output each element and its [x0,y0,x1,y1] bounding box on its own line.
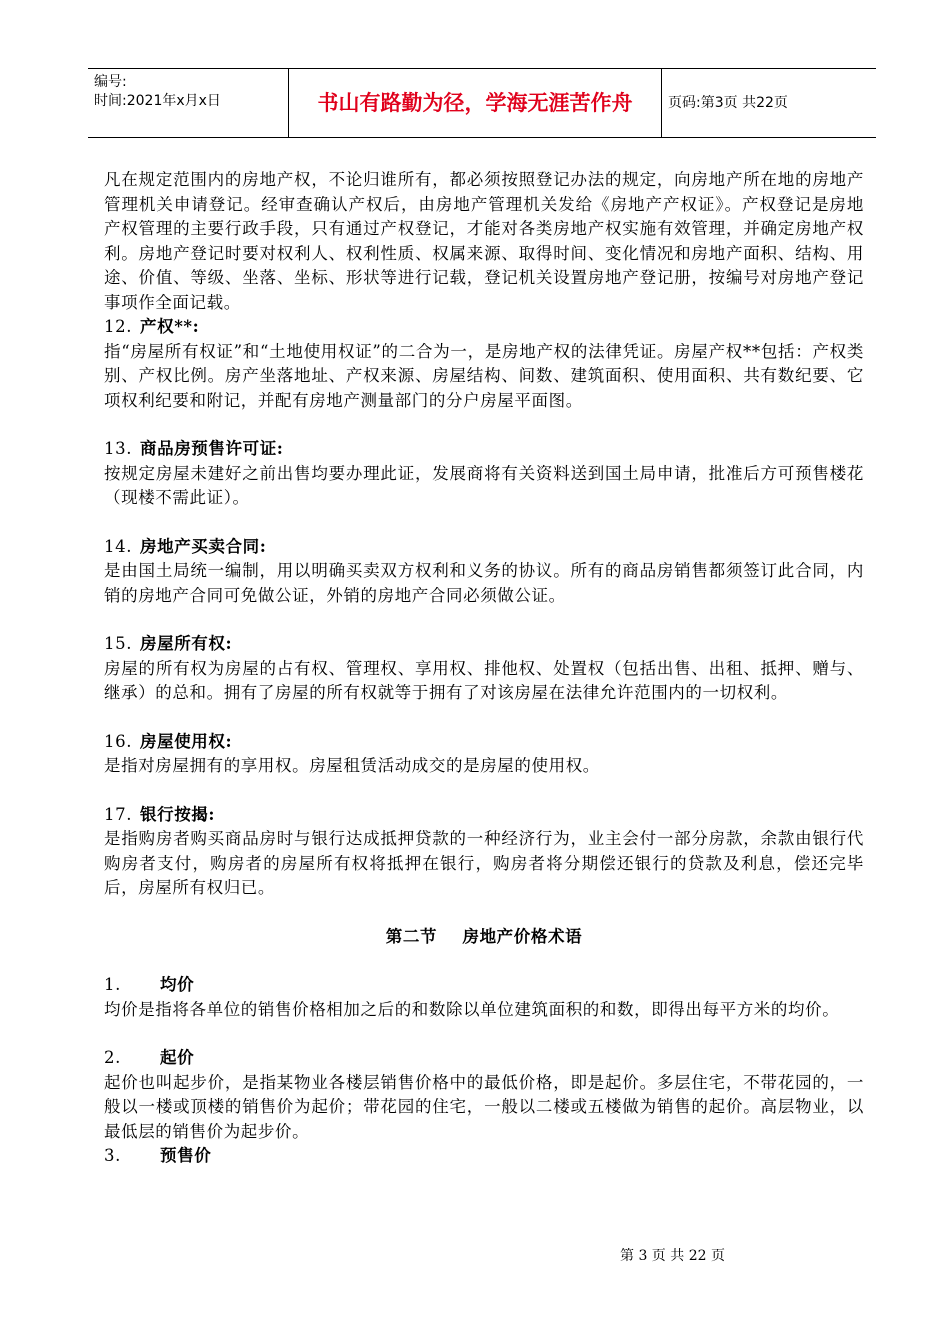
paragraph: 是指购房者购买商品房时与银行达成抵押贷款的一种经济行为，业主会付一部分房款，余款由银行代购房者支付，购房者的房屋所有权将抵押在银行，购房者将分期偿还银行的贷款及利息，偿还完毕后，房屋所有权归已。 [104,829,864,897]
term-heading: 3. 预售价 [104,1146,212,1165]
document-body [104,168,864,1169]
header-motto: 书山有路勤为径，学海无涯苦作舟 [288,69,662,137]
section-title: 第二节 房地产价格术语 [385,926,583,946]
paragraph: 指“房屋所有权证”和“土地使用权证”的二合为一，是房地产权的法律凭证。房屋产权**包括：产权类别、产权比例。房产坐落地址、产权来源、房屋结构、间数、建筑面积、使用面积、共有数纪要、它项权利纪要和附记，并配有房地产测量部门的分户房屋平面图。 [104,341,864,410]
term-heading: 12. 产权**: [104,317,200,336]
paragraph: 是由国土局统一编制，用以明确买卖双方权利和义务的协议。所有的商品房销售都须签订此合同，内销的房地产合同可免做公证，外销的房地产合同必须做公证。 [104,561,864,605]
paragraph: 均价是指将各单位的销售价格相加之后的和数除以单位建筑面积的和数，即得出每平方米的均价。 [104,999,840,1019]
term-heading: 16. 房屋使用权: [104,731,233,751]
term-heading: 1. 均价 [104,975,195,994]
term-heading: 13. 商品房预售许可证: [104,439,284,458]
paragraph: 凡在规定范围内的房地产权，不论归谁所有，都必须按照登记办法的规定，向房地产所在地的房地产管理机关申请登记。经审查确认产权后，由房地产管理机关发给《房地产产权证》。产权登记是房地产权管理的主要行政手段，只有通过产权登记，才能对各类房地产权实施有效管理，并确定房地产权利。房地产登记时要对权利人、权利性质、权属来源、取得时间、变化情况和房地产面积、结构、用途、价值、等级、坐落、坐标、形状等进行记载，登记机关设置房地产登记册，按编号对房地产登记事项作全面记载。 [104,170,864,312]
term-heading: 14. 房地产买卖合同: [104,536,267,556]
page-footer: 第 3 页 共 22 页 [620,1248,725,1264]
paragraph: 是指对房屋拥有的享用权。房屋租赁活动成交的是房屋的使用权。 [104,756,600,775]
term-heading: 15. 房屋所有权: [104,634,233,653]
paragraph: 房屋的所有权为房屋的占有权、管理权、享用权、排他权、处置权（包括出售、出租、抵押、赠与、继承）的总和。拥有了房屋的所有权就等于拥有了对该房屋在法律允许范围内的一切权利。 [104,658,864,702]
paragraph: 起价也叫起步价，是指某物业各楼层销售价格中的最低价格，即是起价。多层住宅，不带花园的，一般以一楼或顶楼的销售价为起价；带花园的住宅，一般以二楼或五楼做为销售的起价。高层物业，以最低层的销售价为起步价。 [104,1072,864,1141]
term-heading: 17. 银行按揭: [104,804,216,824]
header-number: 编号: [94,74,127,90]
page-header [88,68,876,138]
term-heading: 2. 起价 [104,1048,195,1067]
header-date: 时间:2021年x月x日 [94,93,221,109]
header-meta [94,69,284,141]
header-page-number: 页码:第3页 共22页 [668,95,788,111]
paragraph: 按规定房屋未建好之前出售均要办理此证，发展商将有关资料送到国土局申请，批准后方可预售楼花（现楼不需此证）。 [104,463,864,507]
